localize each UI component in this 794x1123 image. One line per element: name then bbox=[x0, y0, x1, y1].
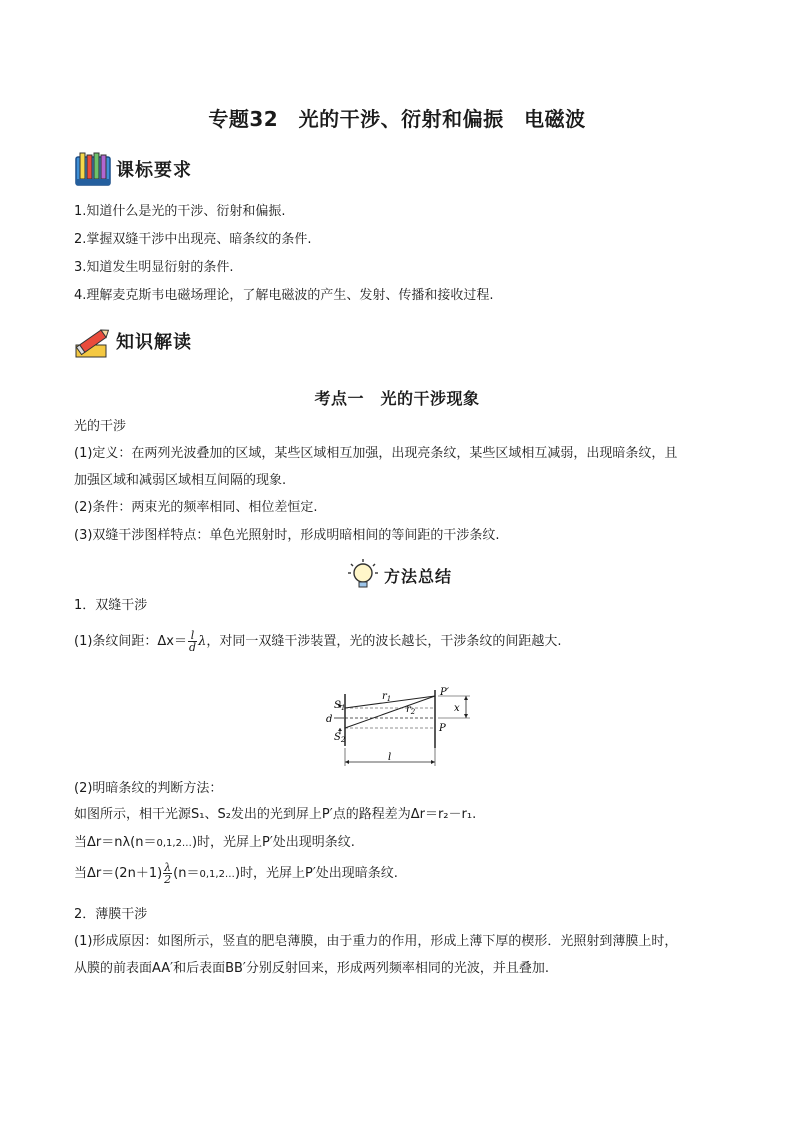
lambda-over-2-fraction: $\frac{\lambda}{2}$ bbox=[164, 861, 172, 886]
pattern-line: (3)双缝干涉图样特点：单色光照射时，形成明暗相间的等间距的干涉条纹. bbox=[74, 528, 500, 543]
label-p-prime: P′ bbox=[440, 687, 449, 698]
label-x: x bbox=[454, 703, 460, 714]
method-item-2: 2．薄膜干涉 bbox=[74, 907, 148, 922]
requirement-4: 4.理解麦克斯韦电磁场理论，了解电磁波的产生、发射、传播和接收过程. bbox=[74, 288, 494, 303]
label-p: P bbox=[439, 723, 446, 734]
film-line-1: (1)形成原因：如图所示，竖直的肥皂薄膜，由于重力的作用，形成上薄下厚的楔形．光照射到薄膜上时， bbox=[74, 934, 678, 949]
spacing-pre: (1)条纹间距：Δx＝ bbox=[74, 634, 188, 649]
section-label: 知识解读 bbox=[116, 332, 192, 353]
test-tube-rack-icon bbox=[74, 151, 112, 187]
requirement-1: 1.知道什么是光的干涉、衍射和偏振. bbox=[74, 204, 286, 219]
judge-line: (2)明暗条纹的判断方法： bbox=[74, 781, 223, 796]
page-title: 专题32 光的干涉、衍射和偏振 电磁波 bbox=[208, 107, 586, 131]
topic-heading: 考点一 光的干涉现象 bbox=[314, 389, 480, 408]
condition-line: (2)条件：两束光的频率相同、相位差恒定. bbox=[74, 500, 318, 515]
method-item-1: 1．双缝干涉 bbox=[74, 598, 148, 613]
path-difference-line: 如图所示，相干光源S₁、S₂发出的光到屏上P′点的路程差为Δr＝r₂－r₁. bbox=[74, 807, 477, 822]
film-line-2: 从膜的前表面AA′和后表面BB′分别反射回来，形成两列频率相同的光波，并且叠加. bbox=[74, 961, 550, 976]
l-over-d-fraction: $\frac{l}{d}$ bbox=[189, 629, 197, 654]
label-s2: $S_2$ bbox=[334, 732, 346, 744]
dark-condition-line: 当Δr＝(2n＋1) $\frac{\lambda}{2}$ (n＝0,1,2…)时，光屏上P′处出现暗条纹. bbox=[74, 861, 398, 886]
lightbulb-icon bbox=[346, 558, 380, 592]
section-knowledge bbox=[74, 323, 192, 359]
pencil-ruler-icon bbox=[74, 323, 112, 359]
label-l: l bbox=[388, 752, 392, 763]
label-s1: $S_1$ bbox=[334, 700, 346, 712]
requirement-2: 2.掌握双缝干涉中出现亮、暗条纹的条件. bbox=[74, 232, 312, 247]
label-r2: $r_2$ bbox=[406, 704, 416, 716]
section-curriculum bbox=[74, 151, 192, 187]
bright-condition-line: 当Δr＝nλ(n＝0,1,2…)时，光屏上P′处出现明条纹. bbox=[74, 835, 355, 850]
section-method bbox=[346, 558, 452, 592]
spacing-post: ，对同一双缝干涉装置，光的波长越长，干涉条纹的间距越大. bbox=[206, 634, 562, 649]
requirement-3: 3.知道发生明显衍射的条件. bbox=[74, 260, 234, 275]
definition-line-2: 加强区域和减弱区域相互间隔的现象. bbox=[74, 473, 287, 488]
section-label: 方法总结 bbox=[384, 566, 453, 586]
label-r1: $r_1$ bbox=[382, 691, 392, 703]
double-slit-diagram bbox=[318, 686, 478, 778]
definition-line-1: (1)定义：在两列光波叠加的区域，某些区域相互加强，出现亮条纹，某些区域相互减弱，出现暗条纹，且 bbox=[74, 446, 678, 461]
section-label: 课标要求 bbox=[116, 160, 192, 181]
topic-subtitle: 光的干涉 bbox=[74, 419, 127, 434]
label-d: d bbox=[326, 714, 333, 725]
spacing-formula-line: (1)条纹间距：Δx＝ $\frac{l}{d}$ λ，对同一双缝干涉装置，光的波长越长，干涉条纹的间距越大. bbox=[74, 629, 562, 654]
